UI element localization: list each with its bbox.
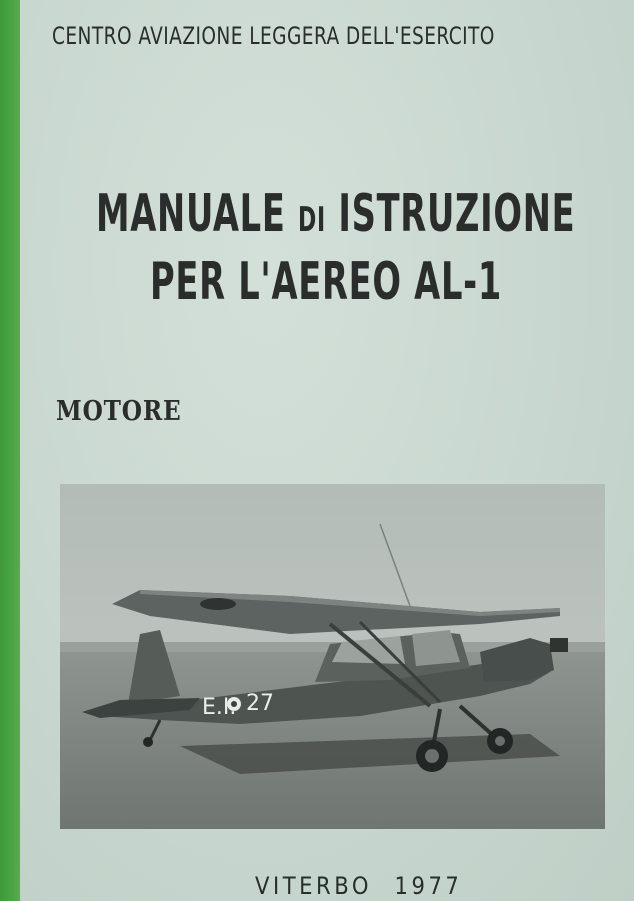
title-word-di: DI — [298, 200, 326, 240]
title-word-istruzione: ISTRUZIONE — [338, 184, 576, 244]
title-line-2: PER L'AEREO AL-1 — [150, 252, 502, 312]
section-label: MOTORE — [56, 396, 182, 427]
footer-year: 1977 — [394, 872, 463, 900]
organization-header: CENTRO AVIAZIONE LEGGERA DELL'ESERCITO — [52, 22, 495, 50]
footer-city: VITERBO — [255, 872, 372, 900]
aircraft-marking: E.I. — [202, 695, 237, 720]
aircraft-number: 27 — [246, 691, 274, 716]
aircraft-photo — [60, 484, 605, 829]
title-word-manuale: MANUALE — [96, 184, 286, 244]
footer-imprint — [255, 872, 462, 900]
green-spine — [0, 0, 20, 901]
title-line-1 — [96, 184, 575, 244]
